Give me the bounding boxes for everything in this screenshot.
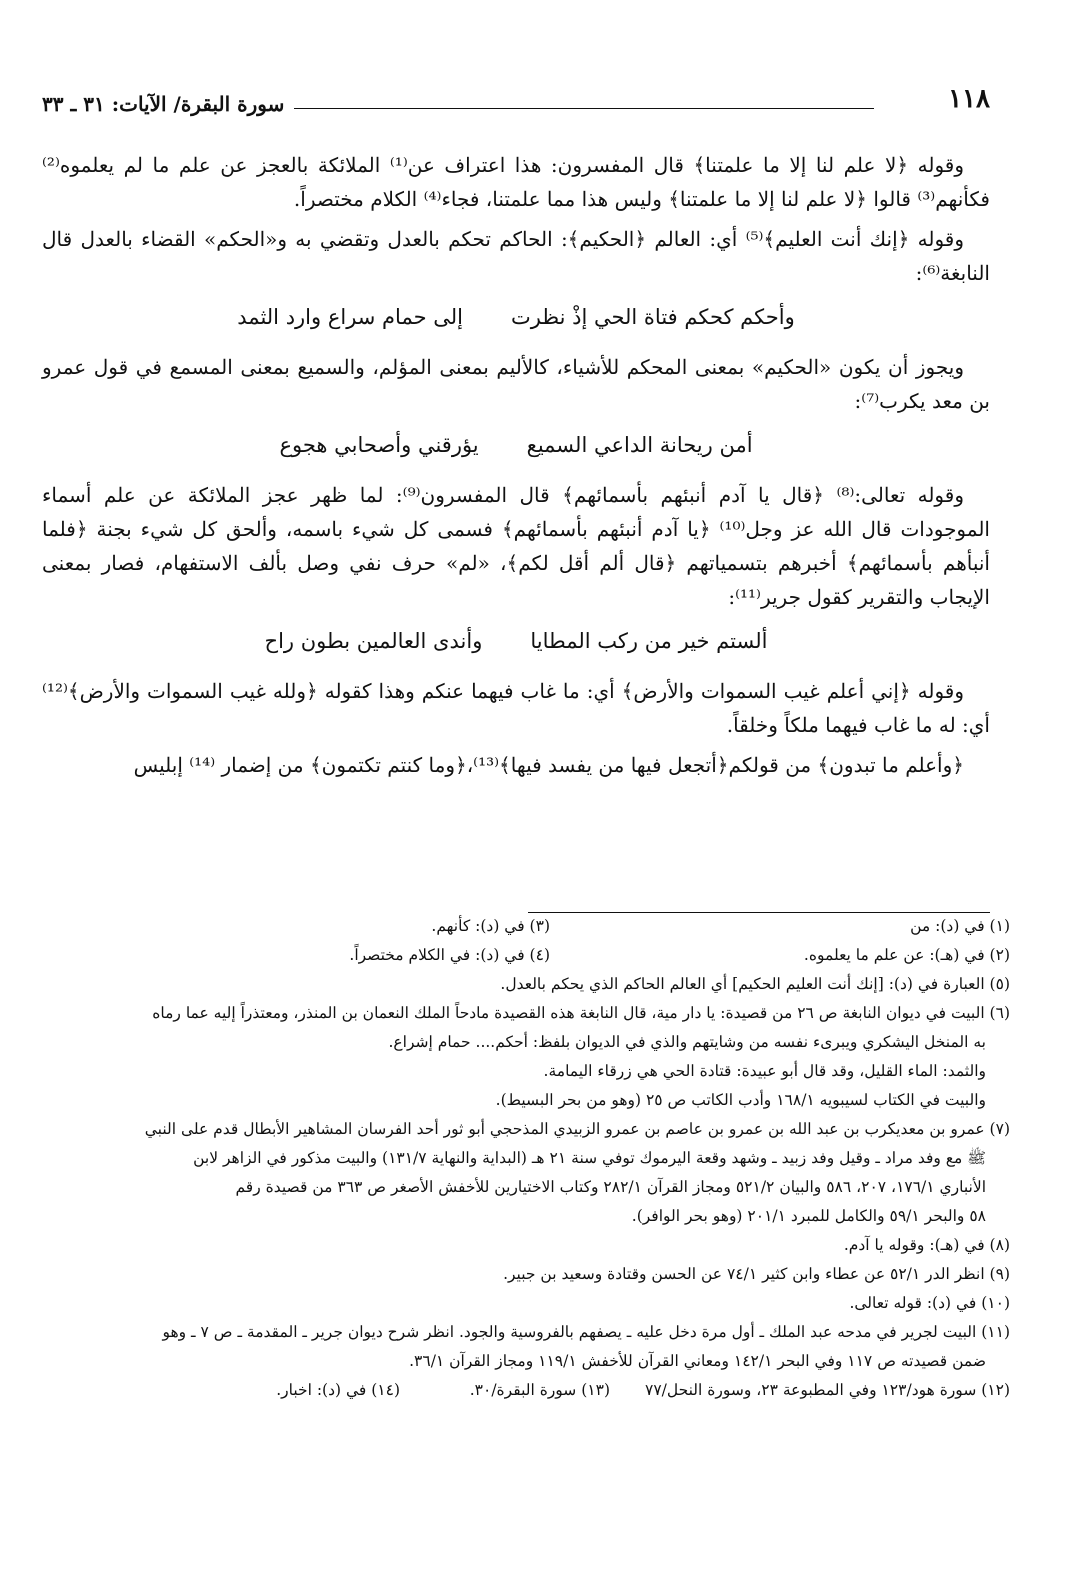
page-number: ١١٨	[948, 84, 990, 114]
footnote-1: (١) في (د): من	[910, 917, 1010, 935]
footnote-13: (١٣) سورة البقرة/٣٠.	[469, 1381, 610, 1399]
main-text	[42, 148, 990, 788]
paragraph-4: وقوله تعالى:⁽⁸⁾ ﴿قال يا آدم أنبئهم بأسمائهم﴾ قال المفسرون⁽⁹⁾: لما ظهر عجز الملائكة عن علم أسماء الموجودات قال الله عز وجل⁽¹⁰⁾ ﴿يا آدم أنبئهم بأسمائهم﴾ فسمى كل شيء باسمه، وألحق كل شيء بجنة ﴿فلما أنبأهم بأسمائهم﴾ أخبرهم بتسمياتهم ﴿قال ألم أقل لكم﴾، «لم» حرف نفي وصل بألف الاستفهام، فصار بمعنى الإيجاب والتقرير كقول جرير⁽¹¹⁾:	[42, 483, 990, 609]
poetry-verse-1	[42, 300, 990, 334]
verse-1-second-hemistich: إلى حمام سراع وارد الثمد	[237, 305, 463, 329]
footnote-12: (١٢) سورة هود/١٢٣ وفي المطبوعة ٢٣، وسورة النحل/٧٧	[645, 1381, 1010, 1399]
footnote-6-line-4: والبيت في الكتاب لسيبويه ١٦٨/١ وأدب الكاتب ص ٢٥ (وهو من بحر البسيط).	[495, 1091, 986, 1109]
footnote-row-2-4	[42, 941, 1010, 970]
footnote-7-line-3: الأنباري ١٧٦/١، ٢٠٧، ٥٨٦ والبيان ٥٢١/٢ ومجاز القرآن ٢٨٢/١ وكتاب الاختيارين للأخفش الأصغر ص ٣٦٣ من قصيدة رقم	[235, 1178, 986, 1196]
footnote-10: (١٠) في (د): قوله تعالى.	[849, 1294, 1010, 1312]
verse-3-first-hemistich: ألستم خير من ركب المطايا	[530, 629, 768, 653]
paragraph-5: وقوله ﴿إني أعلم غيب السموات والأرض﴾ أي: ما غاب فيهما عنكم وهذا كقوله ﴿ولله غيب السموات والأرض﴾⁽¹²⁾ أي: له ما غاب فيهما ملكاً وخلقاً.	[42, 679, 990, 737]
footnote-2: (٢) في (هـ): عن علم ما يعلموه.	[803, 946, 1010, 964]
footnote-7-line-1: (٧) عمرو بن معديكرب بن عبد الله بن عمرو بن عاصم بن عمرو الزبيدي المذحجي أبو ثور أحد الفرسان المشاهير الأبطال قدم على النبي	[144, 1120, 1010, 1138]
poetry-verse-2	[42, 428, 990, 462]
footnote-11-line-1: (١١) البيت لجرير في مدحه عبد الملك ـ أول مرة دخل عليه ـ يصفهم بالفروسية والجود. انظر شرح ديوان جرير ـ المقدمة ـ ص ٧ ـ وهو	[162, 1323, 1010, 1341]
paragraph-6: ﴿وأعلم ما تبدون﴾ من قولكم﴿أتجعل فيها من يفسد فيها﴾⁽¹³⁾،﴿وما كنتم تكتمون﴾ من إضمار ⁽¹⁴⁾ إبليس	[133, 753, 964, 777]
footnote-3: (٣) في (د): كأنهم.	[431, 917, 550, 935]
footnote-6-line-2: به المنخل اليشكري ويبرىء نفسه من وشايتهم والذي في الديوان بلفظ: أحكم.... حمام إشراع.	[388, 1033, 986, 1051]
header-rule	[294, 108, 874, 109]
surah-reference: سورة البقرة/ الآيات: ٣١ ـ ٣٣	[42, 92, 285, 116]
footnote-9: (٩) انظر الدر ٥٢/١ عن عطاء وابن كثير ٧٤/١ عن الحسن وقتادة وسعيد بن جبير.	[503, 1265, 1010, 1283]
footnote-5: (٥) العبارة في (د): [إنك أنت العليم الحكيم] أي العالم الحاكم الذي يحكم بالعدل.	[500, 975, 1010, 993]
verse-3-second-hemistich: وأندى العالمين بطون راح	[264, 629, 483, 653]
footnote-row-1-3	[42, 912, 1010, 941]
footnotes	[42, 912, 1010, 1405]
footnote-row-12-14	[42, 1376, 1010, 1405]
paragraph-2: وقوله ﴿إنك أنت العليم﴾⁽⁵⁾ أي: العالم ﴿الحكيم﴾: الحاكم تحكم بالعدل وتقضي به و«الحكم» القضاء بالعدل قال النابغة⁽⁶⁾:	[42, 227, 990, 285]
footnote-8: (٨) في (هـ): وقوله يا آدم.	[843, 1236, 1010, 1254]
verse-1-first-hemistich: وأحكم كحكم فتاة الحي إذْ نظرت	[511, 305, 795, 329]
verse-2-second-hemistich: يؤرقني وأصحابي هجوع	[279, 433, 479, 457]
footnote-6-line-3: والثمد: الماء القليل، وقد قال أبو عبيدة: قتادة الحي هي زرقاء اليمامة.	[543, 1062, 986, 1080]
footnote-14: (١٤) في (د): اخبار.	[276, 1381, 400, 1399]
poetry-verse-3	[42, 624, 990, 658]
paragraph-3: ويجوز أن يكون «الحكيم» بمعنى المحكم للأشياء، كالأليم بمعنى المؤلم، والسميع بمعنى المسمع في قول عمرو بن معد يكرب⁽⁷⁾:	[42, 355, 990, 413]
footnote-4: (٤) في (د): في الكلام مختصراً.	[349, 946, 550, 964]
footnote-7-line-2: ﷺ مع وفد مراد ـ وقيل وفد زبيد ـ وشهد وقعة اليرموك توفي سنة ٢١ هـ (البداية والنهاية ١٣١/٧) والبيت مذكور في الزاهر لابن	[193, 1149, 986, 1167]
paragraph-1: وقوله ﴿لا علم لنا إلا ما علمتنا﴾ قال المفسرون: هذا اعتراف عن⁽¹⁾ الملائكة بالعجز عن علم ما لم يعلموه⁽²⁾ فكأنهم⁽³⁾ قالوا ﴿لا علم لنا إلا ما علمتنا﴾ وليس هذا مما علمتنا، فجاء⁽⁴⁾ الكلام مختصراً.	[42, 153, 990, 211]
page-header	[42, 84, 990, 124]
footnote-6-line-1: (٦) البيت في ديوان النابغة ص ٢٦ من قصيدة: يا دار مية، قال النابغة هذه القصيدة مادحاً الملك النعمان بن المنذر، ومعتذراً إليه عما رماه	[152, 1004, 1010, 1022]
footnote-7-line-4: ٥٨ والبحر ٥٩/١ والكامل للمبرد ٢٠١/١ (وهو بحر الوافر).	[631, 1207, 986, 1225]
verse-2-first-hemistich: أمن ريحانة الداعي السميع	[526, 433, 753, 457]
footnote-11-line-2: ضمن قصيدته ص ١١٧ وفي البحر ١٤٢/١ ومعاني القرآن للأخفش ١١٩/١ ومجاز القرآن ٣٦/١.	[409, 1352, 986, 1370]
